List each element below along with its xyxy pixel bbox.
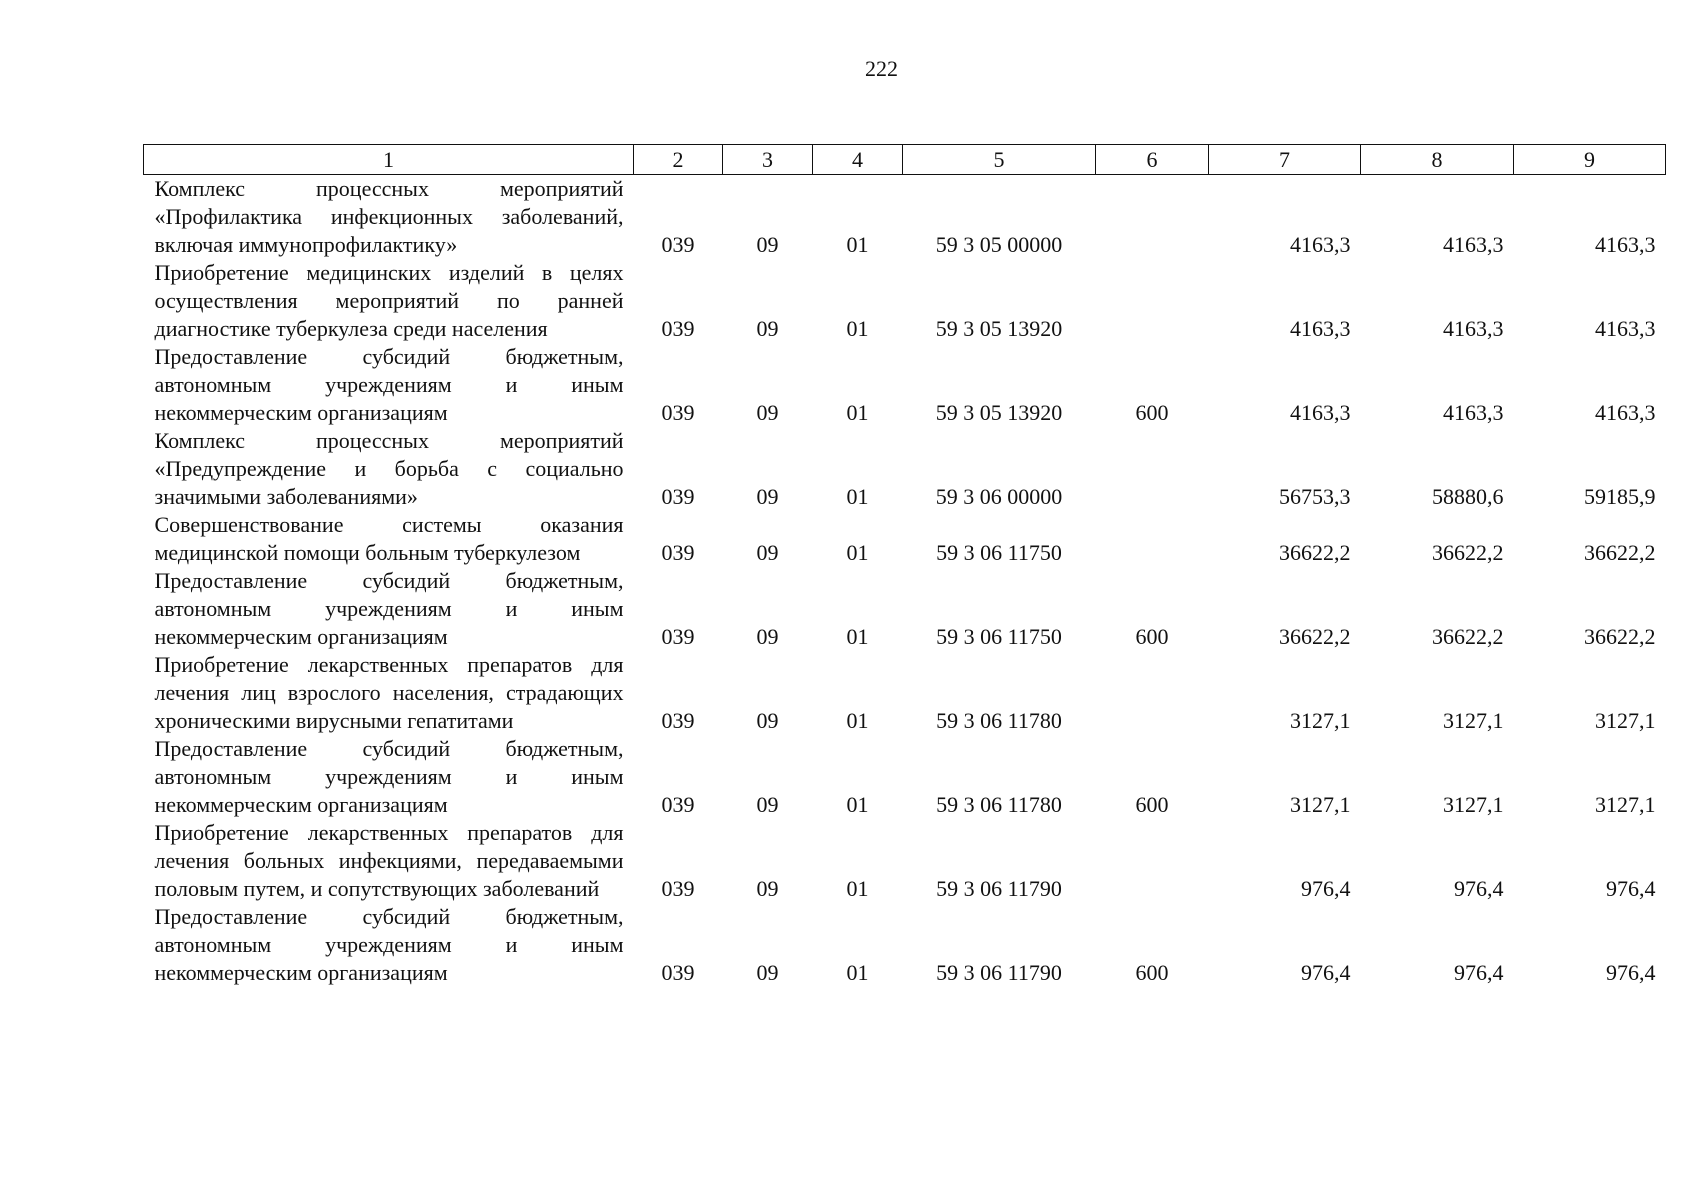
cell-col-5: 59 3 06 11780 <box>936 708 1062 733</box>
budget-table <box>143 144 1666 987</box>
cell-col-8: 976,4 <box>1454 876 1504 901</box>
cell-col-2: 039 <box>661 960 695 985</box>
cell-col-6: 600 <box>1135 792 1169 817</box>
cell-col-6 <box>1096 259 1209 343</box>
cell-col-3: 09 <box>756 876 779 901</box>
cell-col-5: 59 3 05 13920 <box>935 316 1063 341</box>
header-cell: 5 <box>903 145 1096 175</box>
cell-col-9: 3127,1 <box>1595 708 1656 733</box>
row-name: Приобретение медицинских изделий в целях осуществления мероприятий по ранней диагностике туберкулеза среди населения <box>154 260 624 341</box>
cell-col-9: 976,4 <box>1606 876 1656 901</box>
cell-col-2: 039 <box>661 484 695 509</box>
cell-col-4: 01 <box>846 540 869 565</box>
cell-col-5: 59 3 06 11790 <box>936 960 1062 985</box>
row-name: Предоставление субсидий бюджетным, автономным учреждениям и иным некоммерческим организациям <box>154 344 624 425</box>
cell-col-7: 4163,3 <box>1290 232 1351 257</box>
row-name: Предоставление субсидий бюджетным, автономным учреждениям и иным некоммерческим организациям <box>154 736 624 817</box>
cell-col-2: 039 <box>661 792 695 817</box>
cell-col-7: 976,4 <box>1301 960 1351 985</box>
cell-col-3: 09 <box>756 484 779 509</box>
cell-col-6: 600 <box>1135 400 1169 425</box>
header-cell: 1 <box>144 145 634 175</box>
header-row <box>144 145 1666 175</box>
cell-col-5: 59 3 06 11750 <box>936 624 1062 649</box>
cell-col-9: 4163,3 <box>1595 400 1656 425</box>
cell-col-8: 4163,3 <box>1443 400 1504 425</box>
cell-col-6 <box>1096 651 1209 735</box>
cell-col-9: 3127,1 <box>1595 792 1656 817</box>
table-row <box>144 427 1666 511</box>
cell-col-4: 01 <box>846 232 869 257</box>
cell-col-3: 09 <box>756 232 779 257</box>
cell-col-5: 59 3 06 11750 <box>936 540 1062 565</box>
header-cell: 2 <box>634 145 723 175</box>
cell-col-7: 56753,3 <box>1279 484 1351 509</box>
cell-col-6: 600 <box>1135 624 1169 649</box>
table-row <box>144 259 1666 343</box>
cell-col-7: 4163,3 <box>1290 316 1351 341</box>
cell-col-7: 3127,1 <box>1290 708 1351 733</box>
cell-col-6 <box>1096 175 1209 260</box>
cell-col-8: 36622,2 <box>1432 624 1504 649</box>
cell-col-5: 59 3 06 11780 <box>936 792 1062 817</box>
cell-col-9: 59185,9 <box>1584 484 1656 509</box>
header-cell: 3 <box>723 145 813 175</box>
cell-col-3: 09 <box>756 400 779 425</box>
cell-col-8: 36622,2 <box>1432 540 1504 565</box>
cell-col-7: 36622,2 <box>1279 540 1351 565</box>
row-name: Комплекс процессных мероприятий «Предупреждение и борьба с социально значимыми заболеваниями» <box>154 428 624 509</box>
table-row <box>144 567 1666 651</box>
cell-col-4: 01 <box>846 484 869 509</box>
cell-col-2: 039 <box>661 624 695 649</box>
cell-col-9: 4163,3 <box>1595 232 1656 257</box>
cell-col-8: 4163,3 <box>1443 316 1504 341</box>
cell-col-7: 976,4 <box>1301 876 1351 901</box>
row-name: Совершенствование системы оказания медицинской помощи больным туберкулезом <box>154 512 624 565</box>
row-name: Комплекс процессных мероприятий «Профилактика инфекционных заболеваний, включая иммунопрофилактику» <box>154 176 624 257</box>
cell-col-8: 3127,1 <box>1443 708 1504 733</box>
cell-col-2: 039 <box>661 400 695 425</box>
cell-col-6 <box>1096 427 1209 511</box>
cell-col-4: 01 <box>846 960 869 985</box>
cell-col-2: 039 <box>661 708 695 733</box>
row-name: Предоставление субсидий бюджетным, автономным учреждениям и иным некоммерческим организациям <box>154 904 624 985</box>
cell-col-3: 09 <box>756 540 779 565</box>
cell-col-3: 09 <box>756 316 779 341</box>
header-cell: 9 <box>1514 145 1666 175</box>
table-row <box>144 175 1666 260</box>
cell-col-4: 01 <box>846 624 869 649</box>
cell-col-2: 039 <box>661 876 695 901</box>
row-name: Приобретение лекарственных препаратов для лечения лиц взрослого населения, страдающих хроническими вирусными гепатитами <box>154 652 624 733</box>
table-row <box>144 343 1666 427</box>
cell-col-3: 09 <box>756 708 779 733</box>
cell-col-5: 59 3 06 11790 <box>936 876 1062 901</box>
row-name: Приобретение лекарственных препаратов для лечения больных инфекциями, передаваемыми половым путем, и сопутствующих заболеваний <box>154 820 624 901</box>
cell-col-8: 4163,3 <box>1443 232 1504 257</box>
cell-col-8: 3127,1 <box>1443 792 1504 817</box>
header-cell: 6 <box>1096 145 1209 175</box>
page-number: 222 <box>865 56 898 81</box>
cell-col-3: 09 <box>756 624 779 649</box>
cell-col-2: 039 <box>661 316 695 341</box>
table-row <box>144 903 1666 987</box>
table-row <box>144 819 1666 903</box>
cell-col-7: 3127,1 <box>1290 792 1351 817</box>
cell-col-2: 039 <box>661 232 695 257</box>
cell-col-4: 01 <box>846 400 869 425</box>
cell-col-9: 36622,2 <box>1584 624 1656 649</box>
cell-col-6: 600 <box>1135 960 1169 985</box>
cell-col-4: 01 <box>846 708 869 733</box>
header-cell: 8 <box>1361 145 1514 175</box>
header-cell: 4 <box>813 145 903 175</box>
cell-col-4: 01 <box>846 876 869 901</box>
cell-col-7: 36622,2 <box>1279 624 1351 649</box>
cell-col-9: 4163,3 <box>1595 316 1656 341</box>
cell-col-5: 59 3 05 00000 <box>935 232 1063 257</box>
cell-col-8: 976,4 <box>1454 960 1504 985</box>
header-cell: 7 <box>1209 145 1361 175</box>
cell-col-5: 59 3 06 00000 <box>935 484 1063 509</box>
table-row <box>144 735 1666 819</box>
cell-col-9: 976,4 <box>1606 960 1656 985</box>
row-name: Предоставление субсидий бюджетным, автономным учреждениям и иным некоммерческим организациям <box>154 568 624 649</box>
cell-col-8: 58880,6 <box>1432 484 1504 509</box>
cell-col-7: 4163,3 <box>1290 400 1351 425</box>
cell-col-2: 039 <box>661 540 695 565</box>
cell-col-6 <box>1096 819 1209 903</box>
table-row <box>144 511 1666 567</box>
cell-col-4: 01 <box>846 792 869 817</box>
cell-col-5: 59 3 05 13920 <box>935 400 1063 425</box>
cell-col-9: 36622,2 <box>1584 540 1656 565</box>
cell-col-3: 09 <box>756 792 779 817</box>
cell-col-6 <box>1096 511 1209 567</box>
cell-col-4: 01 <box>846 316 869 341</box>
table-row <box>144 651 1666 735</box>
cell-col-3: 09 <box>756 960 779 985</box>
